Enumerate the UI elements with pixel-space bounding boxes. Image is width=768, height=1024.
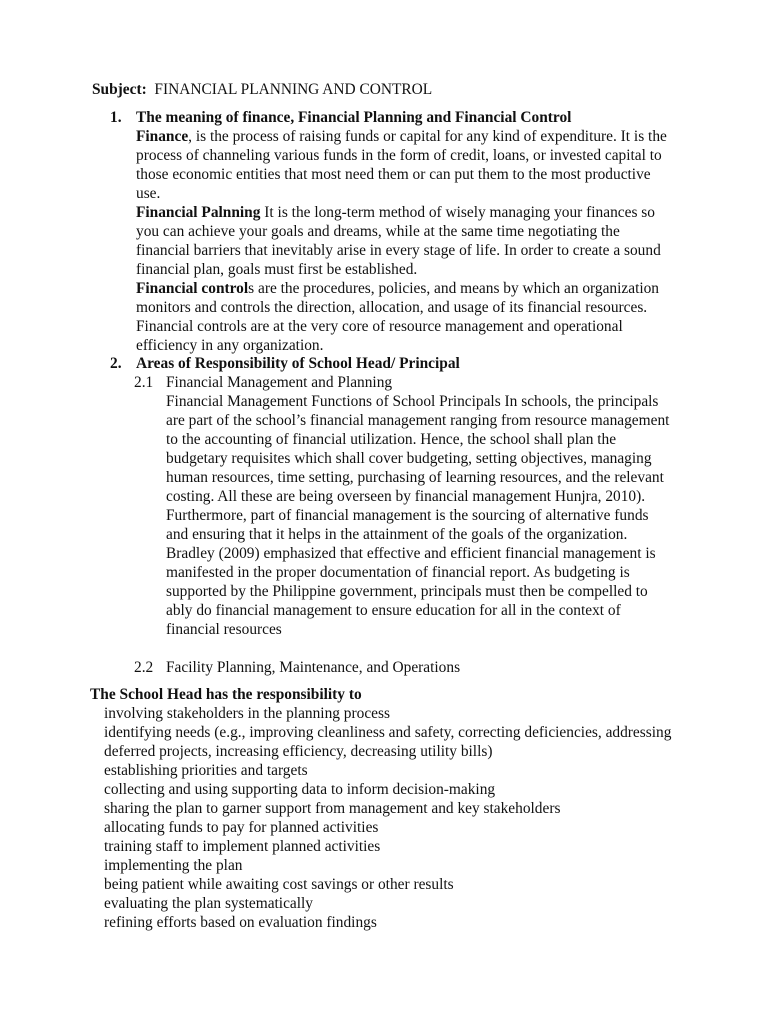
responsibility-title: The School Head has the responsibility to [90, 686, 362, 703]
list-item: allocating funds to pay for planned activities [104, 819, 379, 836]
list-item: implementing the plan [104, 857, 243, 874]
financial-planning-term: Financial Palnning [136, 204, 261, 221]
list-item: identifying needs (e.g., improving cleanliness and safety, correcting deficiencies, addressing deferred projects, increasing efficiency, decreasing utility bills) [104, 724, 672, 760]
subject-line [92, 80, 432, 99]
subsection-2-1-title: Financial Management and Planning [166, 374, 393, 391]
list-item: collecting and using supporting data to inform decision-making [104, 781, 496, 798]
financial-planning-text: It is the long-term method of wisely managing your finances so you can achieve your goals and dreams, while at the same time negotiating the financial barriers that inevitably arise in every stage of life. In order to create a sound financial plan, goals must first be established. [136, 204, 661, 278]
subsection-2-2-title: Facility Planning, Maintenance, and Operations [166, 659, 461, 676]
section-2 [110, 354, 670, 373]
subject-title: FINANCIAL PLANNING AND CONTROL [154, 81, 433, 98]
financial-controls-definition [136, 279, 670, 355]
subsection-2-2 [134, 658, 674, 677]
section-1 [110, 108, 670, 355]
subsection-2-1 [134, 373, 674, 654]
subsection-2-1-number: 2.1 [134, 374, 154, 391]
subsection-2-2-number: 2.2 [134, 659, 154, 676]
section-1-heading: The meaning of finance, Financial Planning and Financial Control [136, 109, 572, 126]
section-2-heading: Areas of Responsibility of School Head/ Principal [136, 355, 460, 372]
list-item: training staff to implement planned activities [104, 838, 381, 855]
list-item: involving stakeholders in the planning process [104, 705, 390, 722]
subsection-2-1-text: Financial Management Functions of School Principals In schools, the principals are part of the school’s financial management ranging from resource management to the accounting of financial utilization. Hence, the school shall plan the budgetary requisites which shall cover budgeting, setting objectives, managing human resources, time setting, purchasing of learning resources, and the relevant costing. All these are being overseen by financial management Hunjra, 2010). Furthermore, part of financial management is the sourcing of alternative funds and ensuring that it helps in the attainment of the goals of the organization. Bradley (2009) emphasized that effective and efficient financial management is manifested in the proper documentation of financial report. As budgeting is supported by the Philippine government, principals must then be compelled to ably do financial management to ensure education for all in the context of financial resources [166, 393, 670, 638]
list-item: evaluating the plan systematically [104, 895, 313, 912]
subject-label: Subject: [92, 81, 147, 98]
finance-term: Finance [136, 128, 189, 145]
section-2-number: 2. [110, 355, 122, 372]
list-item: sharing the plan to garner support from management and key stakeholders [104, 800, 561, 817]
financial-controls-term: Financial control [136, 280, 249, 297]
financial-controls-text: s are the procedures, policies, and means by which an organization monitors and controls the direction, allocation, and usage of its financial resources. Financial controls are at the very core of resource management and operational efficiency in any organization. [136, 280, 660, 354]
list-item: being patient while awaiting cost savings or other results [104, 876, 454, 893]
financial-planning-definition [136, 203, 670, 279]
finance-text: , is the process of raising funds or capital for any kind of expenditure. It is the process of channeling various funds in the form of credit, loans, or invested capital to those economic entities that most need them or can put them to the most productive use. [136, 128, 667, 202]
list-item: establishing priorities and targets [104, 762, 308, 779]
list-item: refining efforts based on evaluation findings [104, 914, 377, 931]
responsibility-list [104, 704, 724, 932]
finance-definition [136, 127, 670, 203]
section-1-number: 1. [110, 109, 122, 126]
